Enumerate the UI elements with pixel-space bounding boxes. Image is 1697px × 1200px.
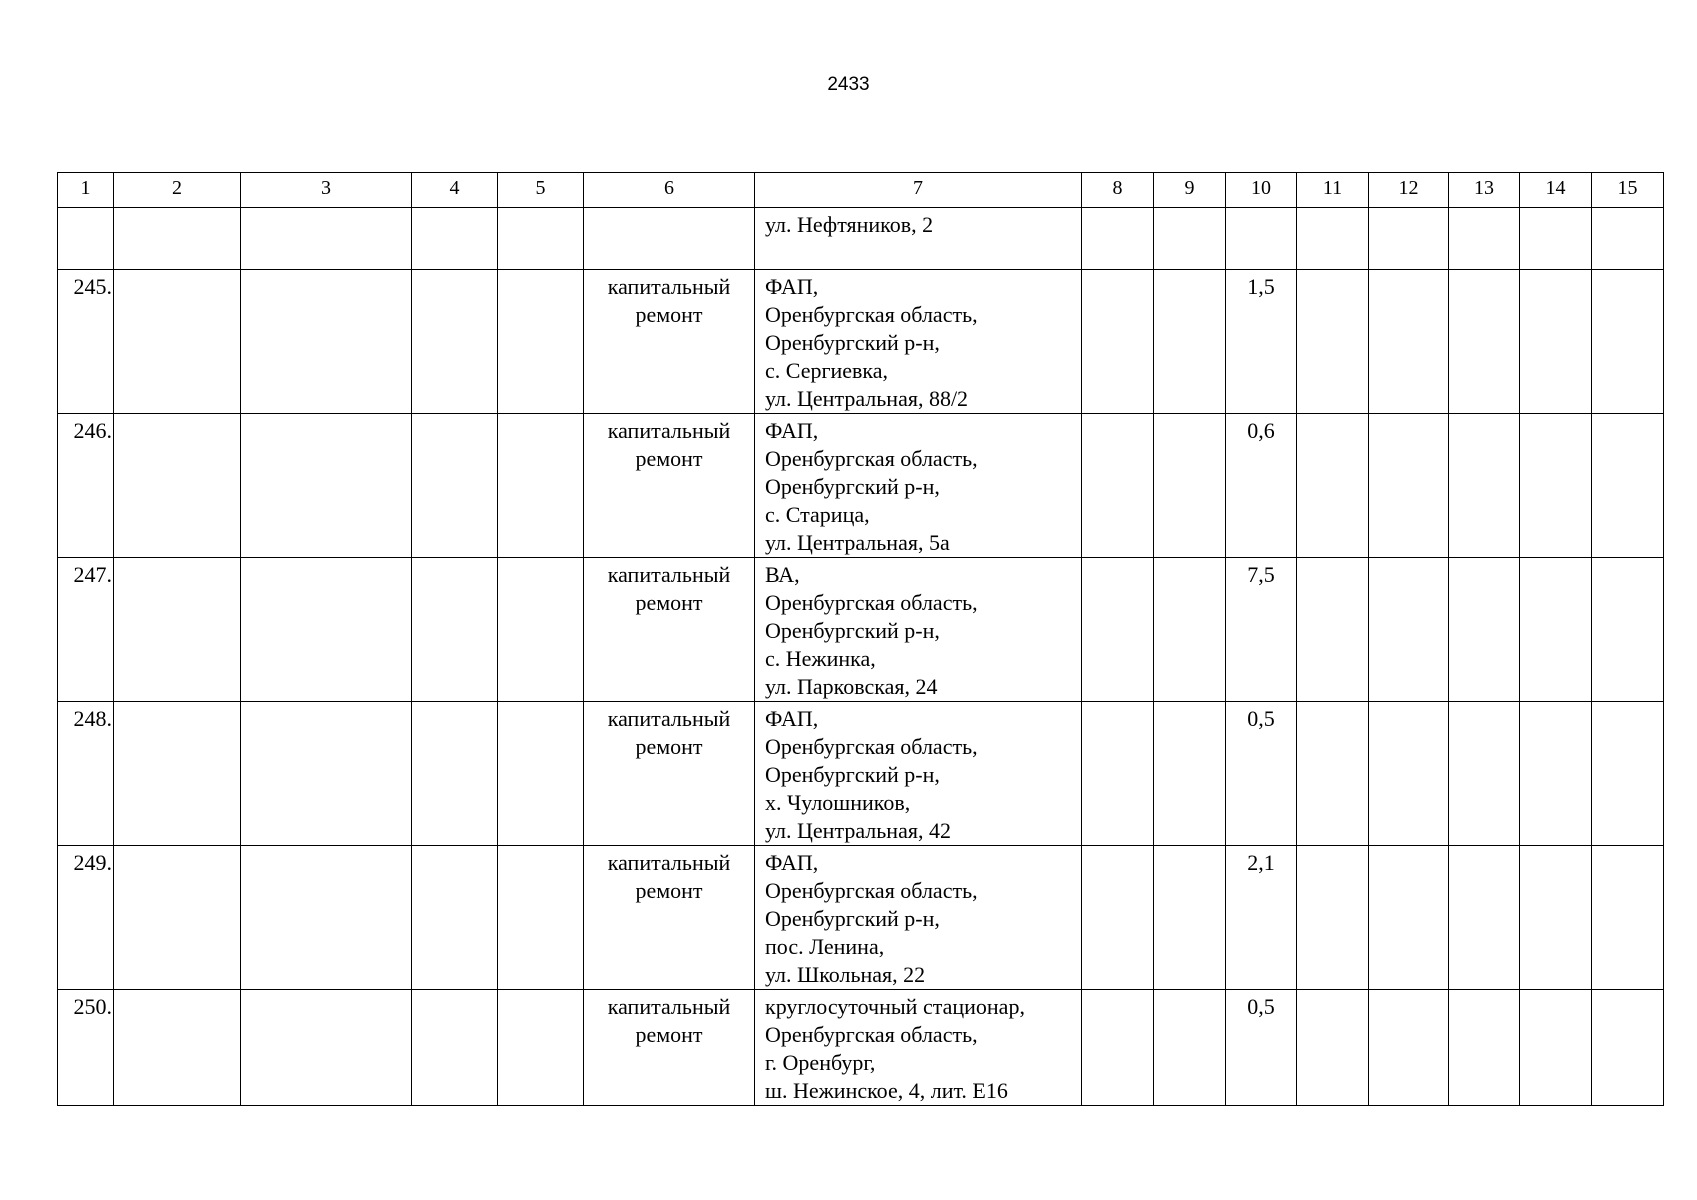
table-cell [1449,270,1520,414]
object-line: с. Нежинка, [765,646,876,671]
work-type-line: капитальный [607,706,731,731]
work-type-line: ремонт [635,446,703,471]
object-line: ФАП, [765,706,819,731]
table-cell [412,990,498,1106]
table-cell [1520,208,1592,270]
table-cell [241,702,412,846]
row-number-cell: 247. [58,558,114,702]
table-cell [241,990,412,1106]
work-type-line: ремонт [635,590,703,615]
table-cell [498,558,584,702]
value-cell: 0,5 [1226,702,1297,846]
table-cell [1520,414,1592,558]
table-cell [1369,414,1449,558]
table-cell [412,846,498,990]
table-cell [114,702,241,846]
table-cell [498,270,584,414]
table-cell [114,208,241,270]
object-line: Оренбургская область, [765,1022,978,1047]
object-line: Оренбургская область, [765,878,978,903]
table-cell [1297,270,1369,414]
column-header: 15 [1592,173,1664,208]
table-cell [1369,990,1449,1106]
object-cell [755,990,1082,1106]
table-cell [412,270,498,414]
table-cell [1520,558,1592,702]
table-cell [412,558,498,702]
table-cell [58,208,114,270]
row-number-cell: 250. [58,990,114,1106]
table-cell [1297,702,1369,846]
table-cell [498,846,584,990]
object-line: Оренбургский р-н, [765,618,940,643]
table-cell [1449,702,1520,846]
object-line: Оренбургская область, [765,734,978,759]
table-cell [241,208,412,270]
table-cell [1082,702,1154,846]
object-cell [755,208,1082,270]
column-header: 2 [114,173,241,208]
column-header: 12 [1369,173,1449,208]
table-cell [114,846,241,990]
object-cell [755,558,1082,702]
table-cell [1369,270,1449,414]
table-cell [412,414,498,558]
work-type-cell [584,414,755,558]
table-cell [1297,558,1369,702]
object-line: ул. Школьная, 22 [765,962,926,987]
table-cell [1154,702,1226,846]
work-type-line: капитальный [607,274,731,299]
value-cell: 0,6 [1226,414,1297,558]
work-type-line: капитальный [607,850,731,875]
table-cell [1449,208,1520,270]
object-cell [755,414,1082,558]
object-line: Оренбургский р-н, [765,474,940,499]
table-row [58,846,1664,990]
table-cell [412,208,498,270]
table-cell [1154,990,1226,1106]
column-header: 7 [755,173,1082,208]
column-header: 6 [584,173,755,208]
table-cell [412,702,498,846]
column-header: 3 [241,173,412,208]
object-line: ФАП, [765,850,819,875]
table-cell [114,414,241,558]
work-type-cell [584,990,755,1106]
object-cell [755,270,1082,414]
object-line: ш. Нежинское, 4, лит. Е16 [765,1078,1008,1103]
object-line: пос. Ленина, [765,934,885,959]
table-cell [1082,270,1154,414]
table-row [58,990,1664,1106]
object-line: Оренбургская область, [765,302,978,327]
page-number: 2433 [827,74,870,95]
table-cell [1592,208,1664,270]
object-line: ФАП, [765,418,819,443]
table-cell [1592,558,1664,702]
work-type-line: капитальный [607,418,731,443]
table-cell [498,990,584,1106]
object-line: Оренбургский р-н, [765,762,940,787]
table-cell [1592,846,1664,990]
table-cell [241,846,412,990]
value-cell: 1,5 [1226,270,1297,414]
object-line: ФАП, [765,274,819,299]
row-number-cell: 248. [58,702,114,846]
column-header: 5 [498,173,584,208]
table-cell [1449,846,1520,990]
work-type-line: капитальный [607,562,731,587]
table-cell [1082,414,1154,558]
value-cell: 0,5 [1226,990,1297,1106]
table-row [58,558,1664,702]
table-cell [1297,208,1369,270]
table-cell [1592,414,1664,558]
row-number-cell: 245. [58,270,114,414]
table-cell [1154,208,1226,270]
table-cell [1592,990,1664,1106]
work-type-line: ремонт [635,1022,703,1047]
table-cell [241,414,412,558]
value-cell: 7,5 [1226,558,1297,702]
column-header: 4 [412,173,498,208]
table-cell [1154,846,1226,990]
value-cell: 2,1 [1226,846,1297,990]
object-line: г. Оренбург, [765,1050,876,1075]
header-row [58,173,1664,208]
table-cell [241,270,412,414]
table-cell [1369,558,1449,702]
object-line: Оренбургская область, [765,446,978,471]
object-cell [755,846,1082,990]
object-line: ул. Нефтяников, 2 [765,212,934,237]
table-cell [1520,702,1592,846]
table-cell [1592,270,1664,414]
object-cell [755,702,1082,846]
table-cell [114,558,241,702]
column-header: 1 [58,173,114,208]
object-line: ВА, [765,562,800,587]
table-row [58,702,1664,846]
object-line: круглосуточный стационар, [765,994,1025,1019]
table-cell [1369,208,1449,270]
table-cell [1082,846,1154,990]
table-cell [114,270,241,414]
data-table [57,172,1664,1106]
table-cell [1297,990,1369,1106]
table-cell [1449,558,1520,702]
row-number-cell: 249. [58,846,114,990]
table-cell [1297,414,1369,558]
column-header: 10 [1226,173,1297,208]
object-line: Оренбургская область, [765,590,978,615]
table-cell [1082,990,1154,1106]
column-header: 13 [1449,173,1520,208]
work-type-cell [584,846,755,990]
table-cell [1449,414,1520,558]
table-cell [498,414,584,558]
table-row [58,414,1664,558]
table-cell [1520,846,1592,990]
row-number-cell: 246. [58,414,114,558]
table-cell [1520,990,1592,1106]
work-type-cell [584,702,755,846]
table-cell [1592,702,1664,846]
object-line: с. Старица, [765,502,870,527]
column-header: 14 [1520,173,1592,208]
table-cell [584,208,755,270]
work-type-line: ремонт [635,302,703,327]
table-cell [1154,558,1226,702]
table-cell [1082,208,1154,270]
table-cell [1520,270,1592,414]
table-row [58,270,1664,414]
table-cell [498,702,584,846]
table-cell [1369,846,1449,990]
table-cell [1449,990,1520,1106]
table-cell [498,208,584,270]
table-cell [241,558,412,702]
object-line: с. Сергиевка, [765,358,889,383]
table-cell [1226,208,1297,270]
table-cell [1082,558,1154,702]
object-line: ул. Центральная, 42 [765,818,951,843]
table-cell [1297,846,1369,990]
column-header: 8 [1082,173,1154,208]
column-header: 11 [1297,173,1369,208]
work-type-line: ремонт [635,734,703,759]
object-line: х. Чулошников, [765,790,911,815]
table-row-continuation [58,208,1664,270]
object-line: ул. Парковская, 24 [765,674,938,699]
work-type-line: ремонт [635,878,703,903]
object-line: ул. Центральная, 88/2 [765,386,969,411]
column-header: 9 [1154,173,1226,208]
table-cell [114,990,241,1106]
object-line: Оренбургский р-н, [765,906,940,931]
table-cell [1154,414,1226,558]
object-line: Оренбургский р-н, [765,330,940,355]
work-type-line: капитальный [607,994,731,1019]
object-line: ул. Центральная, 5а [765,530,950,555]
work-type-cell [584,270,755,414]
table-cell [1369,702,1449,846]
work-type-cell [584,558,755,702]
table-cell [1154,270,1226,414]
